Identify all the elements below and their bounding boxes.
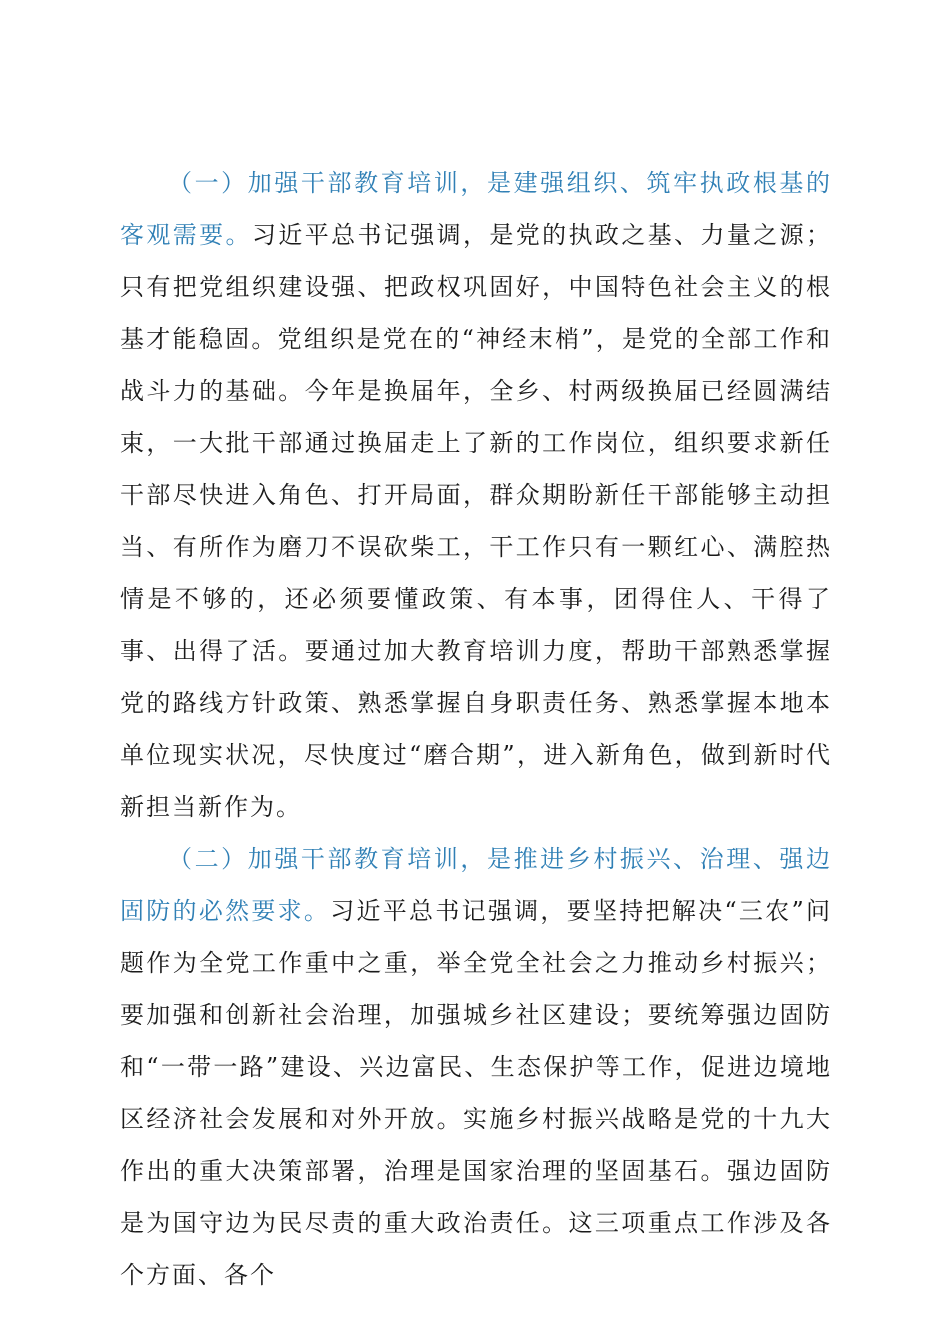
paragraph-2-body: 习近平总书记强调，要坚持把解决“三农”问题作为全党工作重中之重，举全党全社会之力推动乡村振兴；要加强和创新社会治理，加强城乡社区建设；要统筹强边固防和“一带一路”建设、兴边富民、生态保护等工作，促进边境地区经济社会发展和对外开放。实施乡村振兴战略是党的十九大作出的重大决策部署，治理是国家治理的坚固基石。强边固防是为国守边为民尽责的重大政治责任。这三项重点工作涉及各个方面、各个 bbox=[120, 897, 833, 1289]
paragraph-2 bbox=[120, 833, 832, 1301]
paragraph-1-body: 习近平总书记强调，是党的执政之基、力量之源；只有把党组织建设强、把政权巩固好，中国特色社会主义的根基才能稳固。党组织是党在的“神经末梢”，是党的全部工作和战斗力的基础。今年是换届年，全乡、村两级换届已经圆满结束，一大批干部通过换届走上了新的工作岗位，组织要求新任干部尽快进入角色、打开局面，群众期盼新任干部能够主动担当、有所作为磨刀不误砍柴工，干工作只有一颗红心、满腔热情是不够的，还必须要懂政策、有本事，团得住人、干得了事、出得了活。要通过加大教育培训力度，帮助干部熟悉掌握党的路线方针政策、熟悉掌握自身职责任务、熟悉掌握本地本单位现实状况，尽快度过“磨合期”，进入新角色，做到新时代新担当新作为。 bbox=[120, 221, 833, 821]
paragraph-1-heading: （一）加强干部教育培训，是建强组织、筑牢执政根基的客观需要。 bbox=[120, 169, 832, 249]
document-body bbox=[120, 157, 832, 1301]
paragraph-1 bbox=[120, 157, 832, 833]
paragraph-2-heading: （二）加强干部教育培训，是推进乡村振兴、治理、强边固防的必然要求。 bbox=[120, 845, 832, 925]
